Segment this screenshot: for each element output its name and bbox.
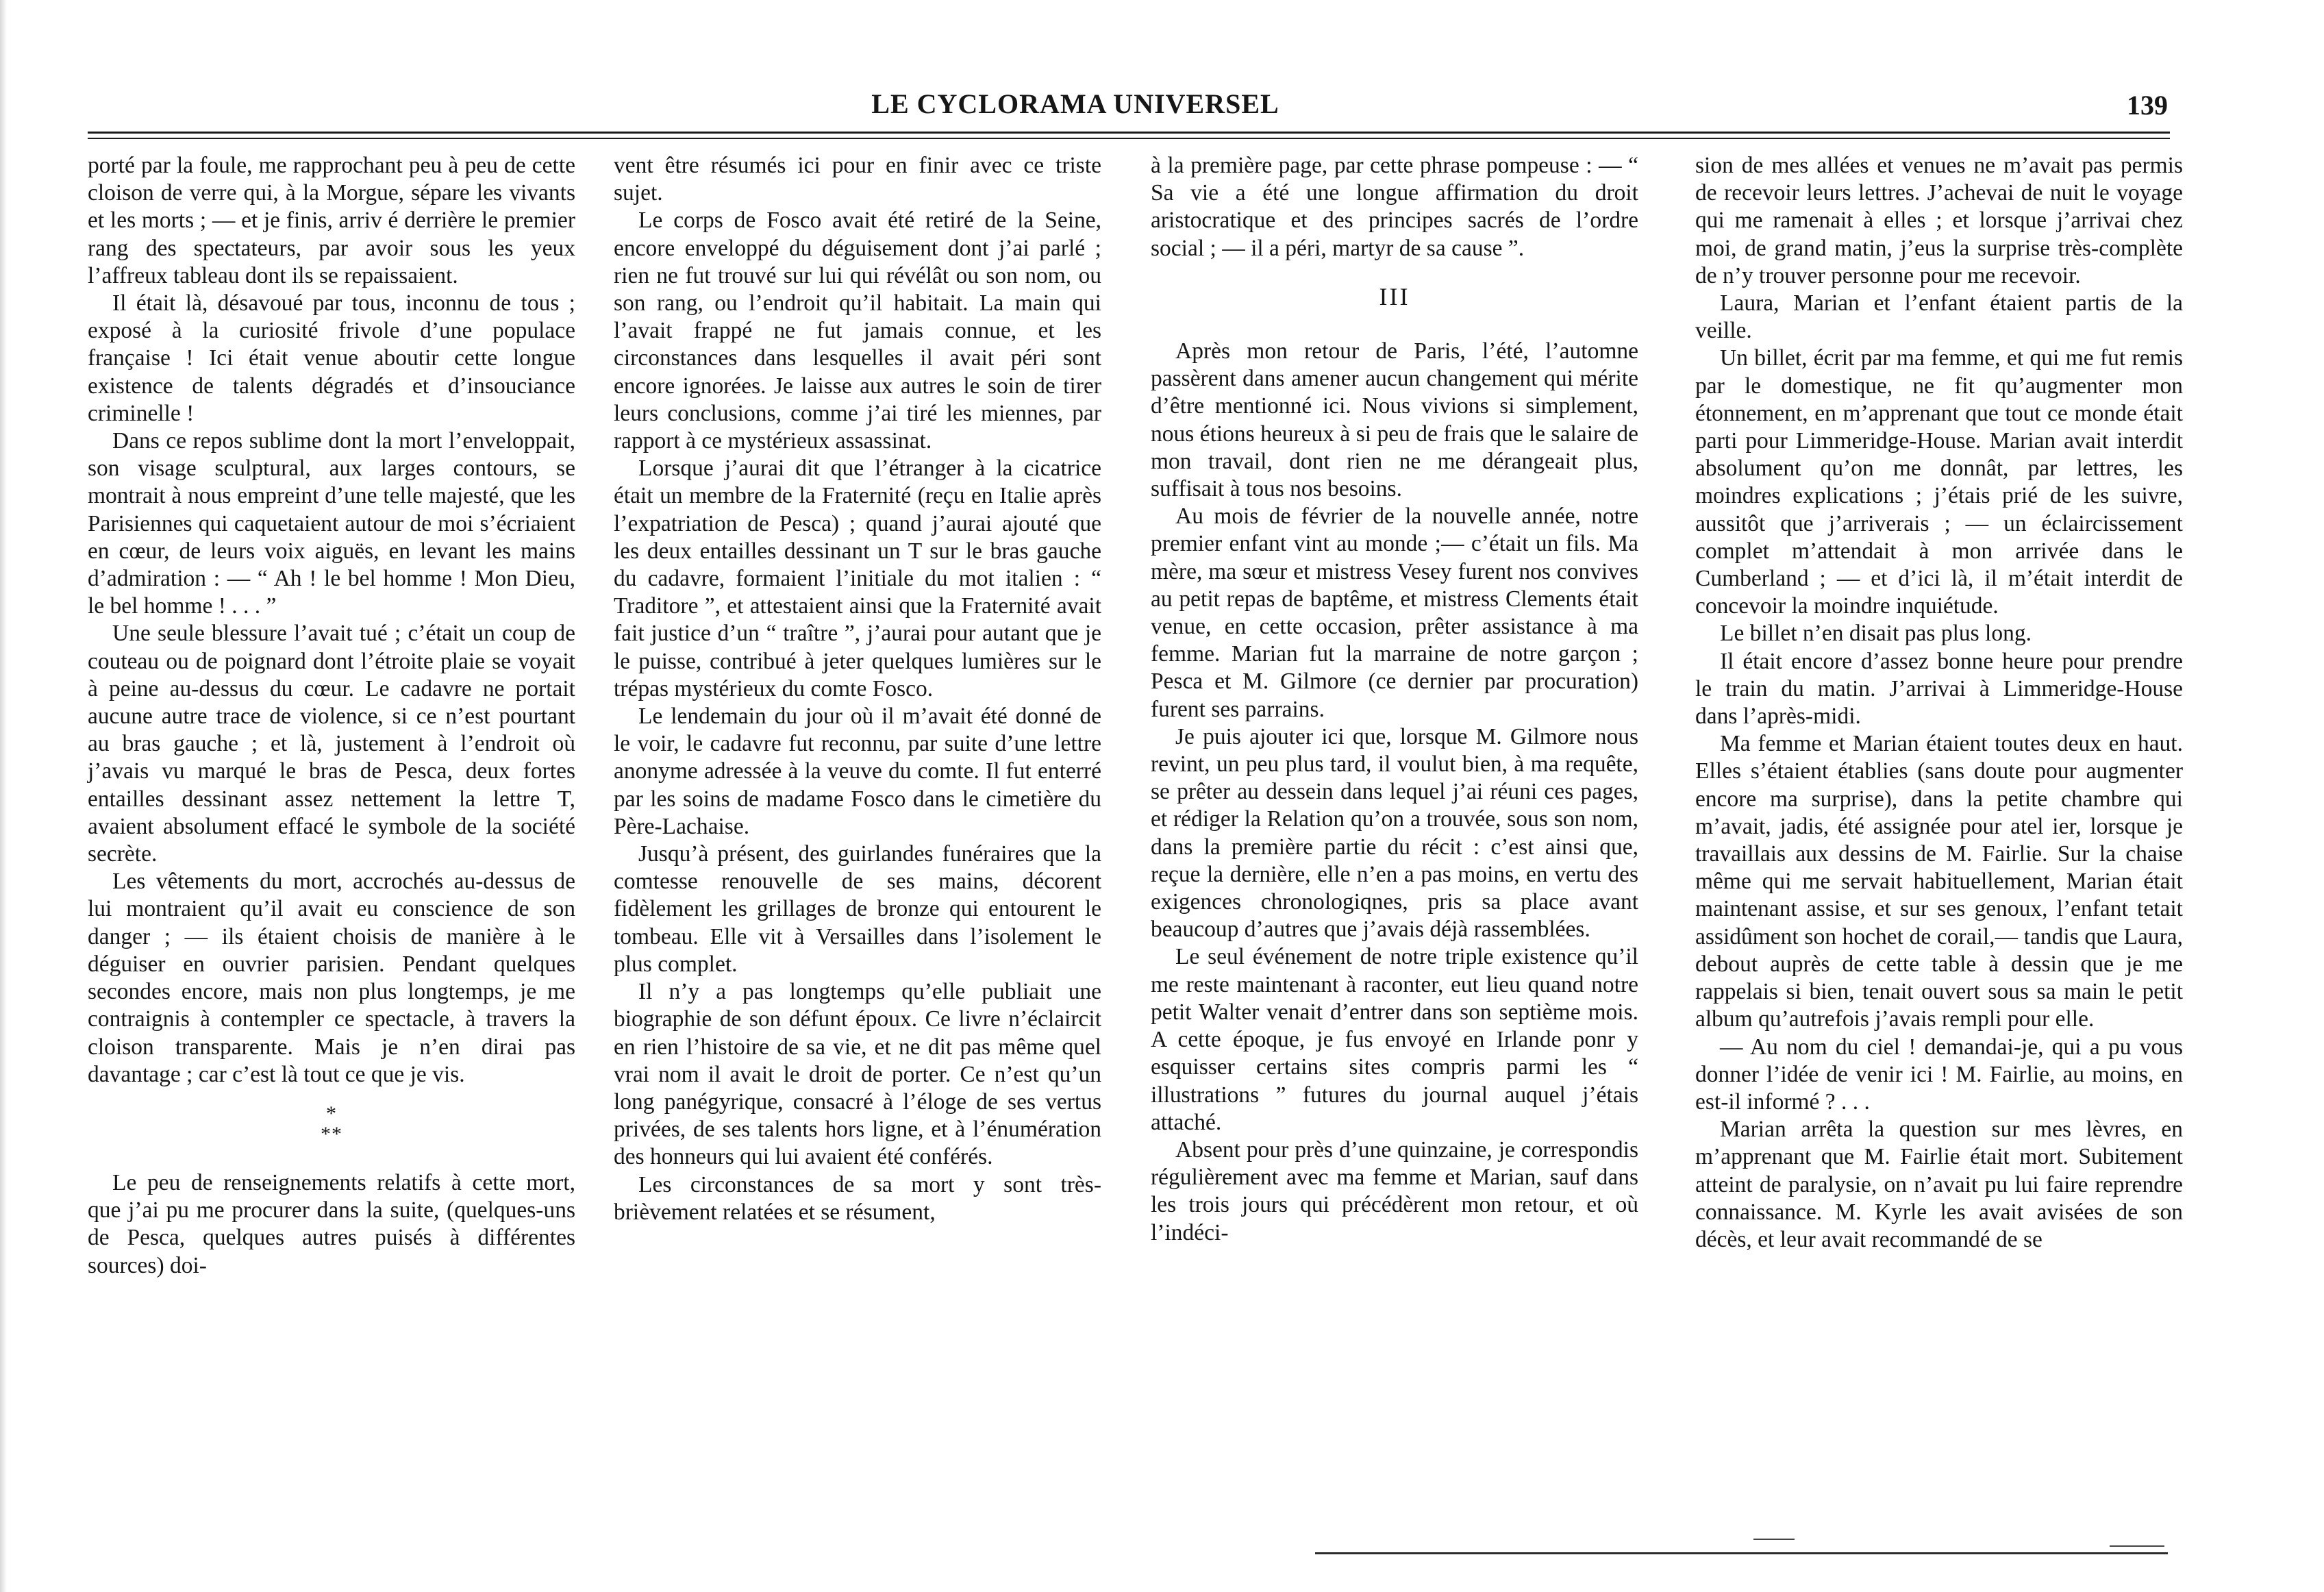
footer-rule-fragment	[2110, 1545, 2164, 1547]
paragraph: Le corps de Fosco avait été retiré de la Seine, encore enveloppé du déguisement dont j’ai parlé ; rien ne fut trouvé sur lui qui révélât ou son nom, ou son rang, ou l’endroit qu’il habitait. La main qui l’avait frappé ne fut jamais connue, et les circonstances dans lesquelles il avait péri sont encore ignorées. Je laisse aux autres le soin de tirer leurs conclusions, comme j’ai tiré les miennes, par rapport à ce mystérieux assassinat.	[614, 208, 1101, 454]
column-1-paragraphs-after	[88, 1169, 575, 1280]
paragraph: Le billet n’en disait pas plus long.	[1720, 621, 2032, 647]
column-3-paragraphs-after	[1151, 338, 1638, 1247]
paragraph: Jusqu’à présent, des guirlandes funéraires que la comtesse renouvelle de ses mains, décorent fidèlement les grillages de bronze qui entourent le tombeau. Elle vit à Versailles dans l’isolement le plus complet.	[614, 841, 1101, 977]
header-rule-thick	[88, 132, 2170, 134]
chapter-heading: III	[1379, 282, 1410, 310]
paragraph: Une seule blessure l’avait tué ; c’était un coup de couteau ou de poignard dont l’étroite plaie se voyait à peine au-dessus du cœur. Le cadavre ne portait aucune autre trace de violence, si ce n’est pourtant au bras gauche ; et là, justement à l’endroit où j’avais vu marqué le bras de Pesca, deux fortes entailles dessinant assez nettement la lettre T, avaient absolument effacé le symbole de la société secrète.	[88, 621, 575, 867]
column-3-paragraphs	[1151, 152, 1638, 262]
header-rule-thin	[88, 138, 2170, 139]
column-4-paragraphs	[1695, 152, 2183, 1254]
paragraph: Il n’y a pas longtemps qu’elle publiait une biographie de son défunt époux. Ce livre n’éclaircit en rien l’histoire de sa vie, et ne dit pas même quel vrai nom il avait le droit de porter. Ce n’est qu’un long panégyrique, consacré à l’éloge de ses vertus privées, de ses talents hors ligne, et à l’énumération des honneurs qui lui avaient été conférés.	[614, 979, 1101, 1170]
paragraph: Au mois de février de la nouvelle année, notre premier enfant vint au monde ;— c’était un fils. Ma mère, ma sœur et mistress Vesey furent nos convives au petit repas de baptême, et mistress Clements était venue, en cette occasion, prêter assistance à ma femme. Marian fut la marraine de notre garçon ; Pesca et M. Gilmore (ce dernier par procuration) furent ses parrains.	[1151, 503, 1638, 722]
column-1-paragraphs	[88, 152, 575, 1089]
paragraph: porté par la foule, me rapprochant peu à peu de cette cloison de verre qui, à la Morgue, sépare les vivants et les morts ; — et je finis, arriv é derrière le premier rang des spectateurs, par avoir sous les yeux l’affreux tableau dont ils se repaissaient.	[88, 153, 575, 288]
paragraph: Le lendemain du jour où il m’avait été donné de le voir, le cadavre fut reconnu, par suite d’une lettre anonyme adressée à la veuve du comte. Il fut enterré par les soins de madame Fosco dans le cimetière du Père-Lachaise.	[614, 704, 1101, 839]
paragraph: Le peu de renseignements relatifs à cette mort, que j’ai pu me procurer dans la suite, (quelques-uns de Pesca, quelques autres puisés à différentes sources) doi-	[88, 1169, 575, 1278]
text-column-1	[88, 152, 575, 1280]
paragraph: sion de mes allées et venues ne m’avait pas permis de recevoir leurs lettres. J’achevai de nuit le voyage qui me ramenait à elles ; et lorsque j’arrivai chez moi, de grand matin, j’eus la surprise très-complète de n’y trouver personne pour me recevoir.	[1695, 153, 2183, 288]
paragraph: Ma femme et Marian étaient toutes deux en haut. Elles s’étaient établies (sans doute pour augmenter encore ma surprise), dans la petite chambre qui m’avait, jadis, été assignée pour atel ier, lorsque je travaillais aux dessins de M. Fairlie. Sur la chaise même qui me servait habituellement, Marian était maintenant assise, et sur ses genoux, l’enfant tetait assidûment son hochet de corail,— tandis que Laura, debout auprès de cette table à dessin que je me rappelais si bien, tenait ouvert sous sa main le petit album qu’autrefois j’avais rempli pour elle.	[1695, 731, 2183, 1032]
paragraph: à la première page, par cette phrase pompeuse : — “ Sa vie a été une longue affirmation du droit aristocratique et des principes sacrés de l’ordre social ; — il a péri, martyr de sa cause ”.	[1151, 153, 1638, 261]
journal-title: LE CYCLORAMA UNIVERSEL	[871, 88, 1279, 119]
paragraph: Absent pour près d’une quinzaine, je correspondis régulièrement avec ma femme et Marian, sauf dans les trois jours qui précédèrent mon retour, et où l’indéci-	[1151, 1136, 1638, 1245]
paragraph: Dans ce repos sublime dont la mort l’enveloppait, son visage sculptural, aux larges contours, se montrait à nous empreint d’une telle majesté, que les Parisiennes qui caquetaient autour de moi s’écriaient en cœur, de leurs voix aiguës, en levant les mains d’admiration : — “ Ah ! le bel homme ! Mon Dieu, le bel homme ! . . . ”	[88, 428, 575, 619]
paragraph: Le seul événement de notre triple existence qu’il me reste maintenant à raconter, eut lieu quand notre petit Walter venait d’entrer dans son septième mois. A cette époque, je fus envoyé en Irlande ponr y esquisser certains sites compris parmi les “ illustrations ” futures du journal auquel j’étais attaché.	[1151, 944, 1638, 1135]
paragraph: Il était là, désavoué par tous, inconnu de tous ; exposé à la curiosité frivole d’une populace française ! Ici était venue aboutir cette longue existence de talents dégradés et d’insouciance criminelle !	[88, 290, 575, 426]
asterism-top-star: *	[326, 1102, 337, 1125]
paragraph: Un billet, écrit par ma femme, et qui me fut remis par le domestique, ne fit qu’augmenter mon étonnement, en m’apprenant que tout ce monde était parti pour Limmeridge-House. Marian avait interdit absolument qu’on me donnât, par lettres, les moindres explications ; j’étais prié de les suivre, aussitôt que j’arriverais ; — un éclaircissement complet m’attendait à mon arrivée dans le Cumberland ; — et d’ici là, il m’était interdit de concevoir la moindre inquiétude.	[1695, 345, 2183, 619]
paragraph: Je puis ajouter ici que, lorsque M. Gilmore nous revint, un peu plus tard, il voulut bien, à ma requête, se prêter au dessein dans lequel j’ai réuni ces pages, et rédiger la Relation qu’on a trouvée, sous son nom, dans la première partie du récit : c’est ainsi que, reçue la dernière, elle n’en a pas moins, en vertu des exigences chronologiqnes, pris sa place avant beaucoup d’autres que j’avais déjà rassemblées.	[1151, 723, 1638, 943]
paragraph: Les vêtements du mort, accrochés au-dessus de lui montraient qu’il avait eu conscience de son danger ; — ils étaient choisis de manière à le déguiser en ouvrier parisien. Pendant quelques secondes encore, mais non plus longtemps, je me contraignis à contempler ce spectacle, à travers la cloison transparente. Mais je n’en dirai pas davantage ; car c’est là tout ce que je vis.	[88, 869, 575, 1087]
text-column-2	[614, 152, 1101, 1226]
paragraph: Après mon retour de Paris, l’été, l’automne passèrent dans amener aucun changement qui mérite d’être mentionné ici. Nous vivions si simplement, nous étions heureux à si peu de frais que le salaire de mon travail, dont rien ne me dérangeait plus, suffisait à tous nos besoins.	[1151, 338, 1638, 502]
paragraph: Les circonstances de sa mort y sont très-brièvement relatées et se résument,	[614, 1171, 1101, 1225]
footer-rule	[1315, 1552, 2168, 1554]
page-number: 139	[2127, 90, 2168, 121]
text-column-3	[1151, 152, 1638, 1247]
paragraph: Il était encore d’assez bonne heure pour prendre le train du matin. J’arrivai à Limmeridge-House dans l’après-midi.	[1695, 648, 2183, 730]
asterism-left-star: *	[321, 1122, 332, 1145]
paragraph: Laura, Marian et l’enfant étaient partis de la veille.	[1695, 290, 2183, 344]
column-2-paragraphs	[614, 152, 1101, 1226]
footer-rule-fragment	[1753, 1539, 1795, 1540]
paragraph: Lorsque j’aurai dit que l’étranger à la cicatrice était un membre de la Fraternité (reçu en Italie après l’expatriation de Pesca) ; quand j’aurai ajouté que les deux entailles dessinant un T sur le bras gauche du cadavre, formaient l’initiale du mot italien : “ Traditore ”, et attestaient ainsi que la Fraternité avait fait justice d’un “ traître ”, j’aurai pour autant que je le puisse, contribué à jeter quelques lumières sur le trépas mystérieux du comte Fosco.	[614, 456, 1101, 701]
section-break-asterism	[88, 1104, 575, 1145]
paragraph: — Au nom du ciel ! demandai-je, qui a pu vous donner l’idée de venir ici ! M. Fairlie, au moins, en est-il informé ? . . .	[1695, 1034, 2183, 1115]
paragraph: Marian arrêta la question sur mes lèvres, en m’apprenant que M. Fairlie était mort. Subitement atteint de paralysie, on n’avait pu lui faire reprendre connaissance. M. Kyrle les avait avisées de son décès, et leur avait recommandé de se	[1695, 1117, 2183, 1252]
text-column-4	[1695, 152, 2183, 1254]
page-binding-edge	[0, 0, 7, 1592]
paragraph: vent être résumés ici pour en finir avec ce triste sujet.	[614, 153, 1101, 206]
asterism-right-star: *	[332, 1122, 342, 1145]
